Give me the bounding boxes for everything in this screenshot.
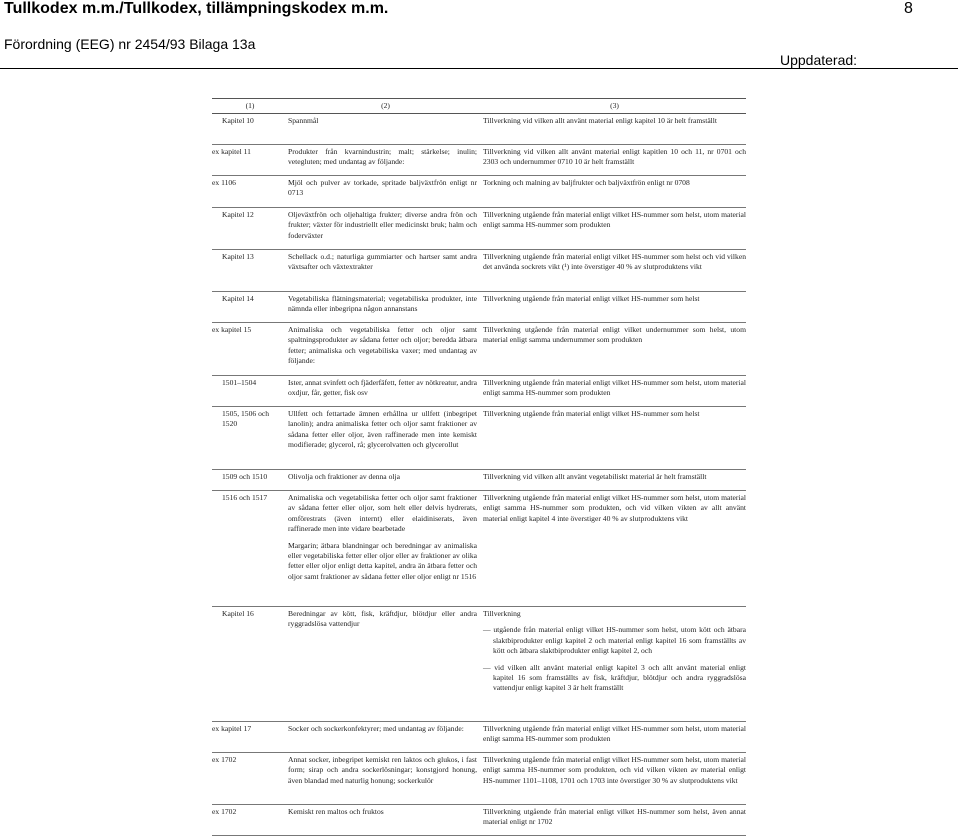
code-cell: 1505, 1506 och 1520 [222, 409, 270, 429]
column-header-2: (2) [381, 101, 390, 110]
rule-condition: — vid vilken allt använt material enligt kapitel 3 och allt använt material enligt kapitel 16 som framställts av fisk, kräftdjur, blötdjur och andra ryggradslösa vattendjur enligt kapitel 3 är helt framställt [483, 662, 746, 693]
header-divider [0, 68, 958, 69]
rule-cell: Tillverkning utgående från material enligt vilket HS-nummer som helst och vid vilken det använda sockrets vikt (¹) inte överstiger 40 % av slutproduktens vikt [483, 252, 746, 272]
document-title: Tullkodex m.m./Tullkodex, tillämpningskodex m.m. [4, 0, 389, 17]
table-row [212, 407, 746, 470]
code-cell: 1516 och 1517 [222, 493, 268, 502]
description-cell: Mjöl och pulver av torkade, spritade baljväxtfrön enligt nr 0713 [288, 178, 477, 198]
description-cell: Beredningar av kött, fisk, kräftdjur, blötdjur eller andra ryggradslösa vattendjur [288, 609, 477, 629]
code-cell: Kapitel 16 [222, 609, 254, 618]
updated-label: Uppdaterad: [780, 52, 858, 68]
rule-cell: Tillverkning vid vilken allt använt material enligt kapitel 10 är helt framställt [483, 116, 718, 125]
table-row [212, 805, 746, 836]
table-row [212, 250, 746, 292]
rule-cell: Tillverkning utgående från material enligt vilket undernummer som helst, utom material enligt samma undernummer som produkten [483, 325, 746, 345]
description-cell: Schellack o.d.; naturliga gummiarter och hartser samt andra växtsafter och växtextrakter [288, 252, 477, 272]
rule-condition: — utgående från material enligt vilket HS-nummer som helst, utom kött och ätbara slaktbiprodukter enligt kapitel 2 och material enligt kapitel 16 som framställts av kött och ätbara slaktbiprodukter enligt kapitel 2, och [483, 625, 746, 656]
description-cell: Spannmål [288, 116, 319, 125]
rule-cell: Tillverkning utgående från material enligt vilket HS-nummer som helst, utom material enligt samma HS-nummer som produkten, och vid vilken vikten av material enligt HS-nummer 1101–1108, 1701 och 1703 inte överstiger 30 % av slutproduktens vikt [483, 755, 746, 785]
column-header-1: (1) [245, 101, 255, 110]
code-cell: ex kapitel 17 [212, 724, 252, 733]
description-cell: Annat socker, inbegripet kemiskt ren laktos och glukos, i fast form; sirap och andra sockerlösningar; konstgjord honung, även blandad med naturlig honung; sockerkulör [288, 755, 477, 785]
rule-cell: Tillverkning utgående från material enligt vilket HS-nummer som helst, utom material enligt samma HS-nummer som produkten [483, 210, 746, 230]
rule-intro: Tillverkning [483, 609, 521, 618]
table-row [212, 292, 746, 323]
description-cell: Socker och sockerkonfektyrer; med undantag av följande: [288, 724, 464, 733]
code-cell: 1501–1504 [222, 378, 257, 387]
code-cell: Kapitel 10 [222, 116, 254, 125]
table-row [212, 376, 746, 407]
rule-cell: Tillverkning utgående från material enligt vilket HS-nummer som helst, utom material enligt samma HS-nummer som produkten, och vid vilken vikten av allt använt material enligt kapitel 4 inte överstiger 40 % av slutproduktens vikt [483, 493, 746, 523]
table-row [212, 145, 746, 176]
rule-cell: Tillverkning utgående från material enligt vilket HS-nummer som helst, även annat material enligt nr 1702 [483, 807, 746, 827]
table-header-row [212, 98, 746, 114]
rule-cell: Torkning och malning av baljfrukter och baljväxtfrön enligt nr 0708 [483, 178, 690, 187]
document-subtitle: Förordning (EEG) nr 2454/93 Bilaga 13a [4, 36, 256, 52]
description-cell: Oljeväxtfrön och oljehaltiga frukter; diverse andra frön och frukter; växter för industriellt eller medicinskt bruk; halm och foderväxter [288, 210, 477, 240]
page-number: 8 [904, 0, 913, 17]
code-cell: 1509 och 1510 [222, 472, 268, 481]
description-cell: Kemiskt ren maltos och fruktos [288, 807, 384, 816]
description-cell: Olivolja och fraktioner av denna olja [288, 472, 400, 481]
rule-cell: Tillverkning vid vilken allt använt material enligt kapitlen 10 och 11, nr 0701 och 2303 och undernummer 0710 10 är helt framställt [483, 147, 746, 167]
code-cell: Kapitel 14 [222, 294, 254, 303]
rule-cell: Tillverkning utgående från material enligt vilket HS-nummer som helst, utom material enligt samma HS-nummer som produkten [483, 724, 746, 744]
code-cell: ex kapitel 11 [212, 147, 251, 156]
description-paragraph: Margarin; ätbara blandningar och beredningar av animaliska eller vegetabiliska fetter eller oljor eller av fraktioner av olika fetter eller oljor enligt detta kapitel, andra än ätbara fetter och oljor samt fraktioner av sådana fetter eller oljor enligt nr 1516 [288, 540, 477, 581]
description-cell [288, 491, 483, 606]
description-paragraph: Animaliska och vegetabiliska fetter och oljor samt fraktioner av sådana fetter eller oljor, som helt eller delvis hydrerats, omförestrats (även internt) eller elaidiniserats, även raffinerade men inte vidare bearbetade [288, 493, 477, 534]
rule-cell [483, 607, 746, 721]
table-row [212, 176, 746, 208]
table-row [212, 607, 746, 722]
column-header-3: (3) [610, 101, 619, 110]
code-cell: ex 1702 [212, 807, 237, 816]
code-cell: ex 1702 [212, 755, 237, 764]
description-cell: Ister, annat svinfett och fjäderfäfett, fetter av nötkreatur, andra oxdjur, får, getter, fisk osv [288, 378, 477, 398]
table-row [212, 323, 746, 376]
rule-cell: Tillverkning vid vilken allt använt vegetabiliskt material är helt framställt [483, 472, 707, 481]
description-cell: Produkter från kvarnindustrin; malt; stärkelse; inulin; vetegluten; med undantag av följande: [288, 147, 477, 167]
description-cell: Ullfett och fettartade ämnen erhållna ur ullfett (inbegripet lanolin); andra animaliska fetter och oljor samt fraktioner av sådana fetter eller oljor, även raffinerade men inte kemiskt modifierade; glycerol, rå; glycerolvatten och glycerollut [288, 409, 477, 450]
rule-cell: Tillverkning utgående från material enligt vilket HS-nummer som helst, utom material enligt samma HS-nummer som produkten [483, 378, 746, 398]
description-cell: Animaliska och vegetabiliska fetter och oljor samt spaltningsprodukter av sådana fetter och oljor; beredda ätbara fetter; animaliska och vegetabiliska vaxer; med undantag av följande: [288, 325, 477, 366]
rules-table [212, 98, 746, 836]
description-cell: Vegetabiliska flätningsmaterial; vegetabiliska produkter, inte nämnda eller inbegripna någon annanstans [288, 294, 477, 314]
table-row [212, 491, 746, 607]
table-row [212, 470, 746, 491]
table-row [212, 722, 746, 753]
rule-cell: Tillverkning utgående från material enligt vilket HS-nummer som helst [483, 294, 700, 303]
table-row [212, 114, 746, 145]
code-cell: ex 1106 [212, 178, 236, 187]
table-row [212, 753, 746, 805]
code-cell: ex kapitel 15 [212, 325, 252, 334]
code-cell: Kapitel 13 [222, 252, 254, 261]
code-cell: Kapitel 12 [222, 210, 254, 219]
rule-cell: Tillverkning utgående från material enligt vilket HS-nummer som helst [483, 409, 700, 418]
table-row [212, 208, 746, 250]
